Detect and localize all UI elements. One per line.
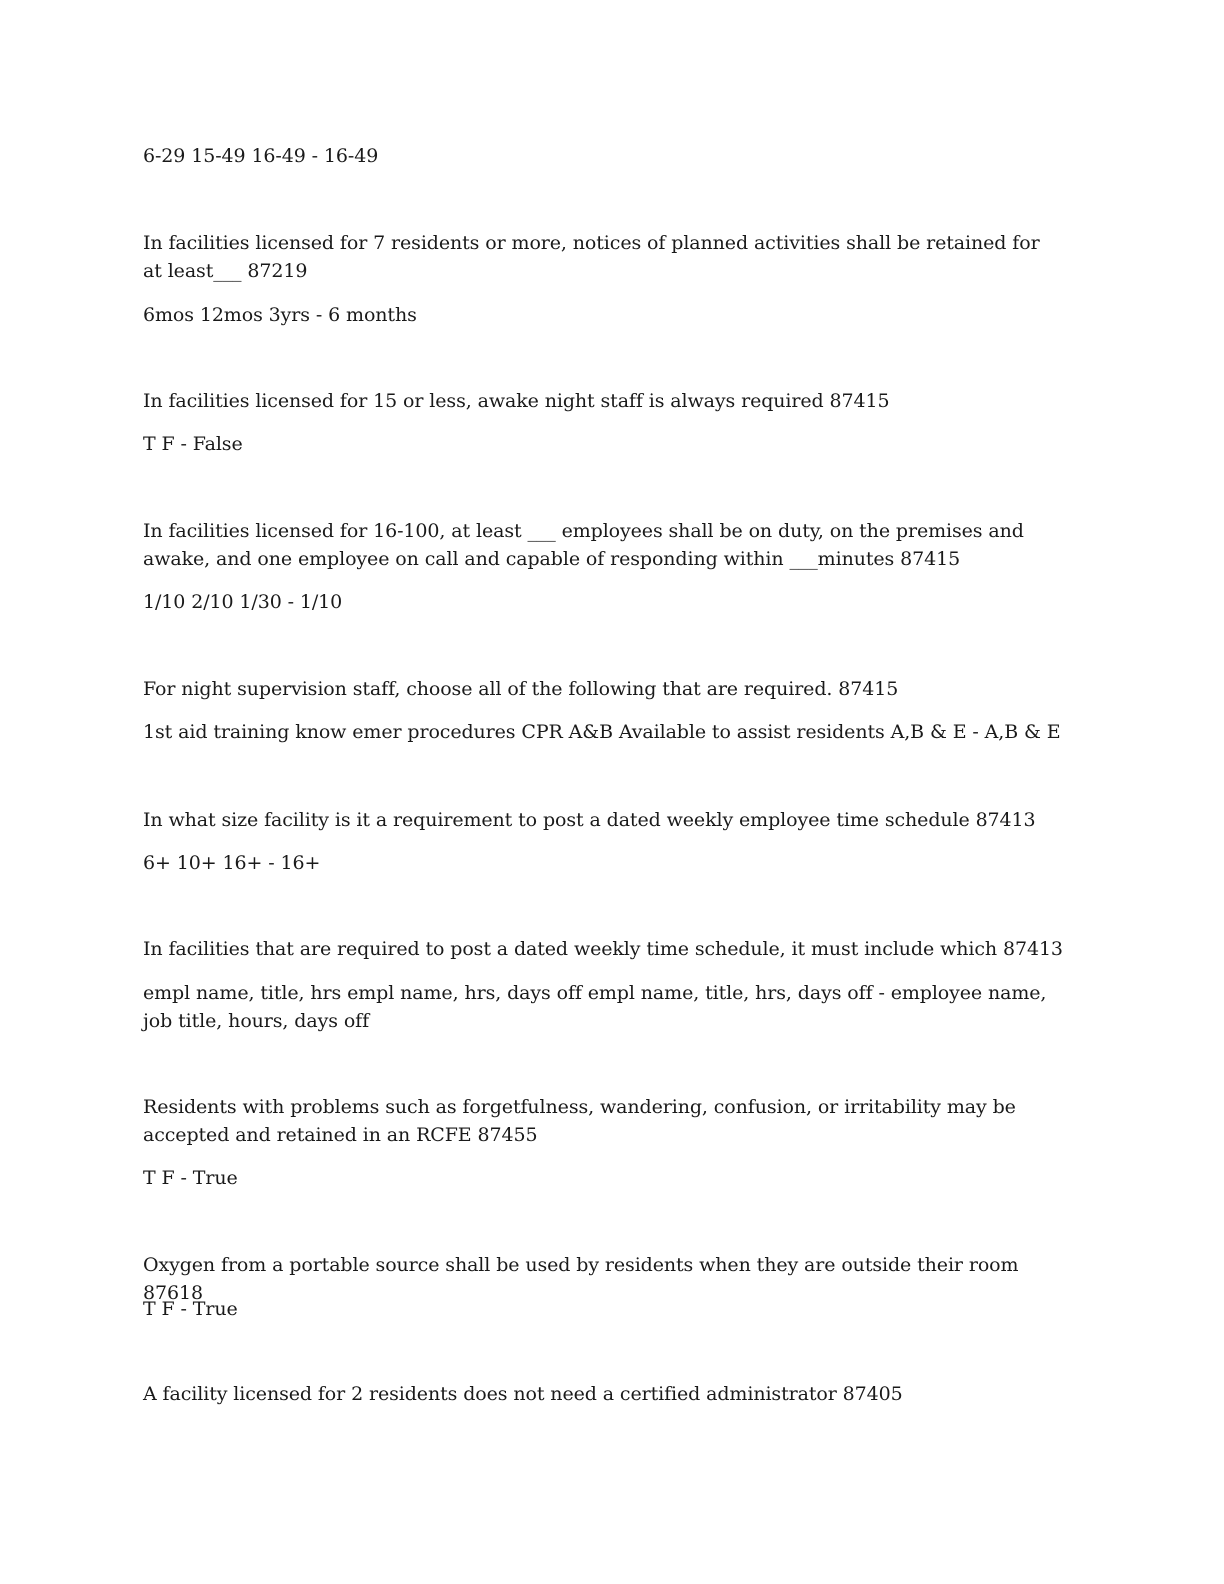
answer-line-7: empl name, title, hrs empl name, hrs, days off empl name, title, hrs, days off - employee name, job title, hours, days off bbox=[143, 982, 1047, 1032]
answer-line-6: 6+ 10+ 16+ - 16+ bbox=[143, 852, 321, 874]
answer-line-4: 1/10 2/10 1/30 - 1/10 bbox=[143, 591, 343, 613]
question-line-8: Oxygen from a portable source shall be used by residents when they are outside their room 87618 bbox=[143, 1254, 1019, 1304]
question-line-4: For night supervision staff, choose all of the following that are required. 87415 bbox=[143, 678, 899, 700]
question-line-3: In facilities licensed for 16-100, at least ___ employees shall be on duty, on the premises and awake, and one employee on call and capable of responding within ___minutes 87415 bbox=[143, 520, 1024, 570]
answer-line-8: T F - True bbox=[143, 1167, 238, 1189]
question-line-2: In facilities licensed for 15 or less, awake night staff is always required 87415 bbox=[143, 390, 890, 412]
answer-line-1: 6-29 15-49 16-49 - 16-49 bbox=[143, 145, 379, 167]
question-line-7: Residents with problems such as forgetfulness, wandering, confusion, or irritability may be accepted and retained in an RCFE 87455 bbox=[143, 1096, 1016, 1146]
question-line-1: In facilities licensed for 7 residents or more, notices of planned activities shall be retained for at least___ 87219 bbox=[143, 232, 1040, 282]
answer-line-5: 1st aid training know emer procedures CPR A&B Available to assist residents A,B & E - A,B & E bbox=[143, 721, 1061, 743]
answer-line-3: T F - False bbox=[143, 433, 243, 455]
question-line-9: A facility licensed for 2 residents does not need a certified administrator 87405 bbox=[143, 1383, 903, 1405]
question-line-6: In facilities that are required to post a dated weekly time schedule, it must include which 87413 bbox=[143, 938, 1063, 960]
answer-line-2: 6mos 12mos 3yrs - 6 months bbox=[143, 304, 417, 326]
answer-line-9: T F - True bbox=[143, 1298, 238, 1320]
question-line-5: In what size facility is it a requirement to post a dated weekly employee time schedule 87413 bbox=[143, 809, 1036, 831]
